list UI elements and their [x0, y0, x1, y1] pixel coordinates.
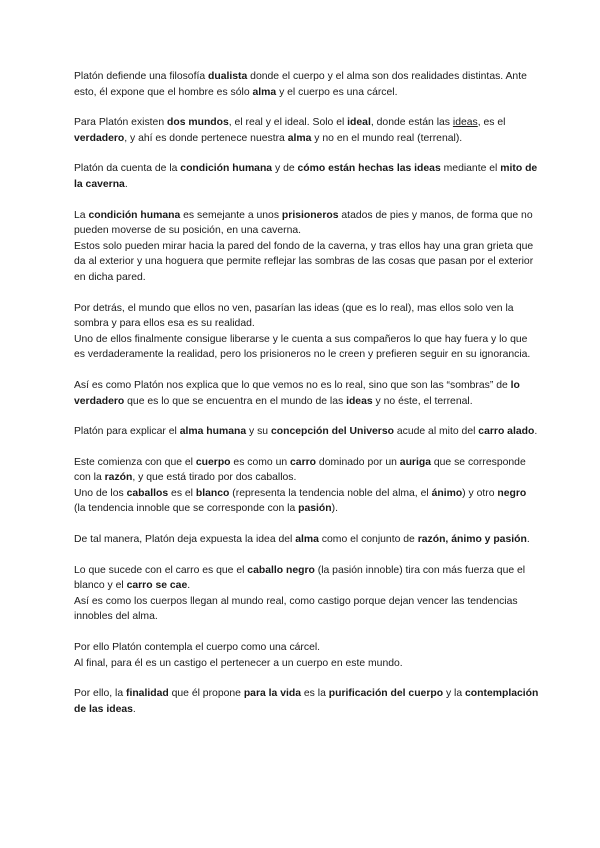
- bold-text: purificación del cuerpo: [328, 688, 444, 700]
- text-run: (la pasión innoble) tira con más fuerza que el blanco y el: [74, 564, 526, 592]
- paragraph: [74, 686, 540, 717]
- text-run: .: [132, 703, 136, 715]
- bold-text: lo verdadero: [74, 379, 520, 407]
- text-run: ) y otro: [462, 487, 498, 499]
- text-run: y no en el mundo real (terrenal).: [311, 132, 463, 144]
- bold-text: mito de la caverna: [74, 163, 538, 190]
- text-run: Platón da cuenta de la: [74, 163, 181, 175]
- paragraph: [74, 563, 540, 625]
- paragraph: [74, 115, 540, 146]
- bold-text: alma: [295, 534, 319, 546]
- bold-text: concepción del Universo: [270, 426, 394, 438]
- paragraph: [74, 69, 540, 100]
- bold-text: alma humana: [179, 426, 247, 438]
- text-run: (la tendencia innoble que se corresponde con la: [74, 503, 299, 515]
- text-run: Platón para explicar el: [74, 426, 180, 438]
- text-run: Para Platón existen: [74, 117, 167, 129]
- bold-text: pasión: [298, 503, 332, 515]
- text-run: .: [187, 580, 191, 592]
- text-run: y el cuerpo es una cárcel.: [276, 86, 398, 98]
- text-run: y la: [443, 688, 466, 700]
- bold-text: prisioneros: [281, 209, 339, 221]
- text-run: De tal manera, Platón deja expuesta la idea del: [74, 534, 296, 546]
- text-run: y su: [246, 426, 271, 438]
- text-run: Estos solo pueden mirar hacia la pared del fondo de la caverna, y tras ellos hay una gran grieta que da al exterior y una hoguera que permite reflejar las sombras de las cosas que pasan por el exterior en dicha pared.: [74, 240, 534, 283]
- bold-text: dualista: [208, 71, 248, 82]
- paragraph: [74, 640, 540, 671]
- bold-text: auriga: [399, 456, 431, 468]
- text-run: ).: [331, 503, 338, 515]
- bold-text: verdadero: [74, 132, 125, 144]
- bold-text: cuerpo: [195, 456, 231, 468]
- text-run: Así es como los cuerpos llegan al mundo real, como castigo porque dejan vencer las tendencias innobles del alma.: [74, 595, 518, 623]
- text-run: y no éste, el terrenal.: [372, 395, 473, 407]
- text-run: Por ello, la: [74, 688, 126, 700]
- paragraph: [74, 455, 540, 517]
- text-run: y de: [272, 163, 298, 175]
- text-run: Al final, para él es un castigo el pertenecer a un cuerpo en este mundo.: [74, 657, 403, 669]
- text-run: .: [534, 426, 538, 438]
- bold-text: para la vida: [243, 688, 302, 700]
- text-run: , y que está tirado por dos caballos.: [132, 472, 297, 484]
- text-run: Lo que sucede con el carro es que el: [74, 564, 248, 576]
- text-run: , es el: [477, 117, 506, 129]
- bold-text: ánimo: [431, 487, 463, 499]
- paragraph: [74, 161, 540, 192]
- bold-text: razón, ánimo y pasión: [417, 534, 527, 546]
- text-run: Platón defiende una filosofía: [74, 71, 209, 82]
- text-run: que se corresponde con la: [74, 456, 526, 484]
- text-run: es la: [301, 688, 329, 700]
- text-run: Por detrás, el mundo que ellos no ven, pasarían las ideas (que es lo real), mas ellos solo ven la sombra y para ellos esa es su realidad.: [74, 302, 514, 330]
- bold-text: finalidad: [125, 688, 169, 700]
- text-run: .: [124, 178, 128, 190]
- bold-text: ideas: [346, 395, 373, 407]
- text-run: .: [526, 534, 530, 546]
- paragraph: [74, 378, 540, 409]
- text-run: es semejante a unos: [180, 209, 282, 221]
- text-run: que es lo que se encuentra en el mundo de las: [124, 395, 347, 407]
- bold-text: carro alado: [478, 426, 535, 438]
- bold-text: condición humana: [180, 163, 273, 175]
- bold-text: contemplación de las ideas: [74, 688, 539, 715]
- text-run: , donde están las: [370, 117, 453, 129]
- bold-text: caballo negro: [247, 564, 315, 576]
- text-run: es el: [168, 487, 196, 499]
- text-run: dominado por un: [316, 456, 400, 468]
- bold-text: dos mundos: [167, 117, 229, 129]
- bold-text: blanco: [195, 487, 230, 499]
- text-run: acude al mito del: [393, 426, 479, 438]
- bold-text: condición humana: [88, 209, 181, 221]
- text-run: donde el cuerpo y el alma son dos realidades distintas. Ante esto, él expone que el hombre es sólo: [74, 71, 527, 98]
- bold-text: carro se cae: [126, 580, 188, 592]
- text-run: (representa la tendencia noble del alma, el: [229, 487, 432, 499]
- bold-text: razón: [104, 472, 133, 484]
- bold-text: ideal: [347, 117, 371, 129]
- text-run: Este comienza con que el: [74, 456, 196, 468]
- bold-text: cómo están hechas las ideas: [297, 163, 441, 175]
- text-run: La: [74, 209, 89, 221]
- text-run: es como un: [230, 456, 291, 468]
- text-run: atados de pies y manos, de forma que no pueden moverse de su posición, en una caverna.: [74, 209, 533, 237]
- text-run: Uno de los: [74, 487, 127, 499]
- paragraph: [74, 424, 540, 440]
- bold-text: caballos: [126, 487, 169, 499]
- underlined-text: ideas: [452, 117, 478, 129]
- bold-text: alma: [252, 86, 277, 98]
- text-run: mediante el: [440, 163, 501, 175]
- text-run: Uno de ellos finalmente consigue liberarse y le cuenta a sus compañeros lo que hay fuera y lo que es verdaderamente la realidad, pero los prisioneros no le creen y prefieren seguir en su ignorancia.: [74, 333, 531, 361]
- paragraph: [74, 208, 540, 286]
- paragraph: [74, 301, 540, 363]
- text-run: , y ahí es donde pertenece nuestra: [124, 132, 288, 144]
- text-run: Así es como Platón nos explica que lo que vemos no es lo real, sino que son las “sombras” de: [74, 379, 511, 391]
- text-run: como el conjunto de: [318, 534, 418, 546]
- bold-text: negro: [497, 487, 527, 499]
- bold-text: carro: [290, 456, 317, 468]
- document-body: [74, 69, 540, 717]
- paragraph: [74, 532, 540, 548]
- bold-text: alma: [287, 132, 312, 144]
- text-run: Por ello Platón contempla el cuerpo como una cárcel.: [74, 642, 321, 654]
- text-run: , el real y el ideal. Solo el: [228, 117, 348, 129]
- text-run: que él propone: [168, 688, 244, 700]
